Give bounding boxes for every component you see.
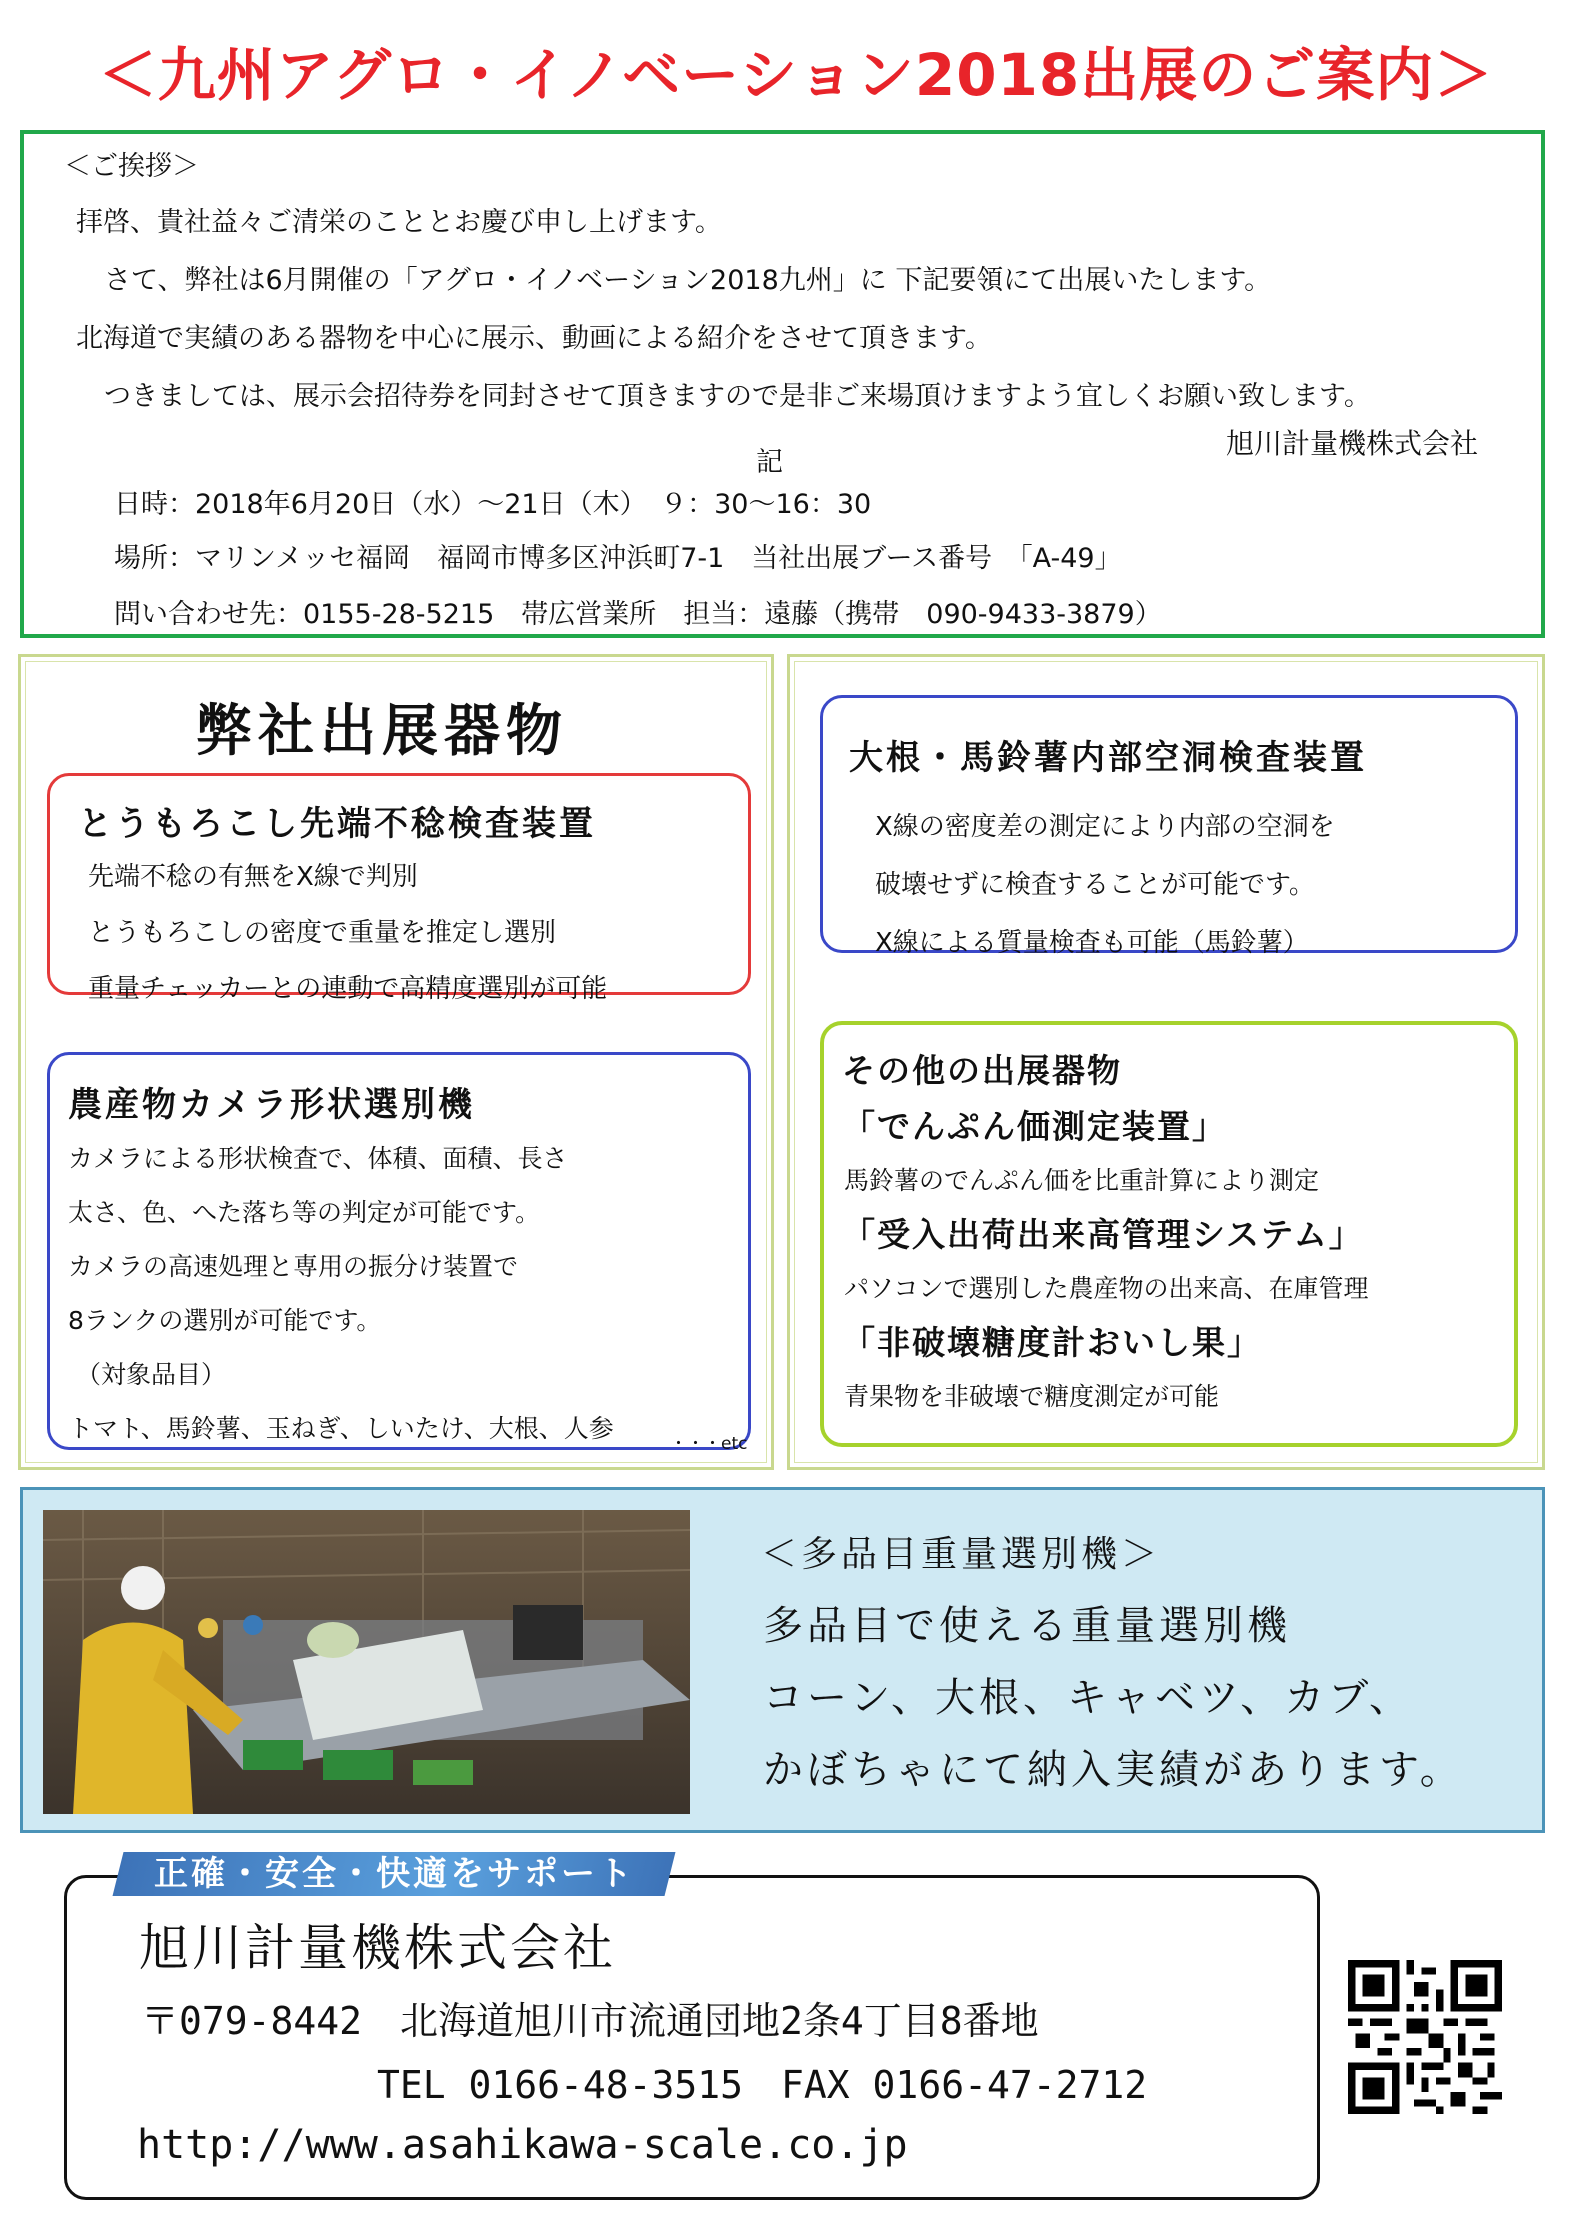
camera-card-line-1: カメラによる形状検査で、体積、面積、長さ	[68, 1144, 568, 1173]
corn-card-line-2: とうもろこしの密度で重量を推定し選別	[88, 918, 557, 948]
exhibit-panel-left	[18, 654, 774, 1470]
other-item-2-name: 「受入出荷出来高管理システム」	[842, 1215, 1364, 1254]
greeting-line-4: つきましては、展示会招待券を同封させて頂きますので是非ご来場頂けますよう宜しくお願い致します。	[104, 381, 1371, 412]
camera-card-line-3: カメラの高速処理と専用の振分け装置で	[68, 1252, 519, 1281]
event-place: 場所：マリンメッセ福岡 福岡市博多区沖浜町7-1 当社出展ブース番号 「A-49」	[114, 543, 1122, 574]
factory-photo	[43, 1510, 690, 1814]
corn-card-line-3: 重量チェッカーとの連動で高精度選別が可能	[88, 974, 608, 1004]
exhibit-title: 弊社出展器物	[196, 699, 568, 764]
other-item-3-name: 「非破壊糖度計おいし果」	[842, 1323, 1262, 1362]
company-footer	[64, 1875, 1320, 2200]
corn-inspection-card	[47, 773, 751, 1004]
camera-card-line-6: トマト、馬鈴薯、玉ねぎ、しいたけ、大根、人参	[68, 1414, 614, 1443]
promo-heading: ＜多品目重量選別機＞	[761, 1534, 1162, 1575]
other-exhibits-card	[820, 1021, 1518, 1447]
footer-phone-fax: TEL 0166-48-3515 FAX 0166-47-2712	[377, 2063, 1148, 2107]
camera-card-line-5: （対象品目）	[76, 1360, 227, 1389]
slogan-banner	[113, 1852, 676, 1896]
event-datetime: 日時：2018年6月20日（水）～21日（木） ９：30～16：30	[114, 489, 872, 520]
event-contact: 問い合わせ先：0155-28-5215 帯広営業所 担当：遠藤（携帯 090-9433-3879）	[114, 599, 1162, 630]
camera-card-line-2: 太さ、色、へた落ち等の判定が可能です。	[68, 1198, 541, 1227]
promo-line-1: 多品目で使える重量選別機	[763, 1603, 1291, 1649]
cavity-inspection-card	[820, 695, 1518, 958]
greeting-line-2: さて、弊社は6月開催の「アグロ・イノベーション2018九州」に 下記要領にて出展いたします。	[104, 265, 1272, 296]
page-title: ＜九州アグロ・イノベーション2018出展のご案内＞	[98, 41, 1494, 109]
greeting-line-3: 北海道で実績のある器物を中心に展示、動画による紹介をさせて頂きます。	[76, 323, 992, 354]
promo-line-2: コーン、大根、キャベツ、カブ、	[763, 1675, 1413, 1721]
other-item-1-name: 「でんぷん価測定装置」	[842, 1107, 1227, 1146]
corn-card-line-1: 先端不稔の有無をX線で判別	[88, 862, 418, 892]
camera-card-line-4: 8ランクの選別が可能です。	[68, 1306, 382, 1335]
exhibit-panel-right	[787, 654, 1545, 1470]
other-item-3-desc: 青果物を非破壊で糖度測定が可能	[844, 1382, 1220, 1411]
greeting-box	[20, 130, 1545, 638]
ki-label: 記	[756, 447, 783, 478]
cavity-card-line-2: 破壊せずに検査することが可能です。	[875, 870, 1315, 900]
promo-line-3: かぼちゃにて納入実績があります。	[763, 1747, 1464, 1793]
cavity-card-heading: 大根・馬鈴薯内部空洞検査装置	[849, 738, 1367, 778]
footer-company-name: 旭川計量機株式会社	[139, 1919, 616, 1977]
footer-address: 〒079-8442 北海道旭川市流通団地2条4丁目8番地	[141, 1999, 1039, 2043]
footer-url[interactable]: http://www.asahikawa-scale.co.jp	[137, 2122, 908, 2168]
other-item-2-desc: パソコンで選別した農産物の出来高、在庫管理	[844, 1274, 1369, 1303]
weight-sorter-banner	[20, 1487, 1545, 1833]
other-item-1-desc: 馬鈴薯のでんぷん価を比重計算により測定	[844, 1166, 1320, 1195]
greeting-line-1: 拝啓、貴社益々ご清栄のこととお慶び申し上げます。	[76, 207, 722, 238]
camera-sorter-card	[47, 1052, 751, 1454]
cavity-card-line-3: X線による質量検査も可能（馬鈴薯）	[875, 928, 1309, 958]
camera-card-etc: ・・・etc	[670, 1434, 748, 1454]
qr-code-icon[interactable]	[1348, 1960, 1502, 2114]
cavity-card-line-1: X線の密度差の測定により内部の空洞を	[875, 812, 1335, 842]
corn-card-heading: とうもろこし先端不稔検査装置	[78, 804, 596, 844]
other-exhibits-heading: その他の出展器物	[842, 1051, 1122, 1090]
sorting-line-photo	[43, 1510, 690, 1814]
camera-card-heading: 農産物カメラ形状選別機	[68, 1085, 475, 1125]
greeting-heading: ＜ご挨拶＞	[64, 151, 199, 182]
slogan-text: 正確・安全・快適をサポート	[153, 1854, 635, 1894]
greeting-company: 旭川計量機株式会社	[1226, 427, 1479, 460]
